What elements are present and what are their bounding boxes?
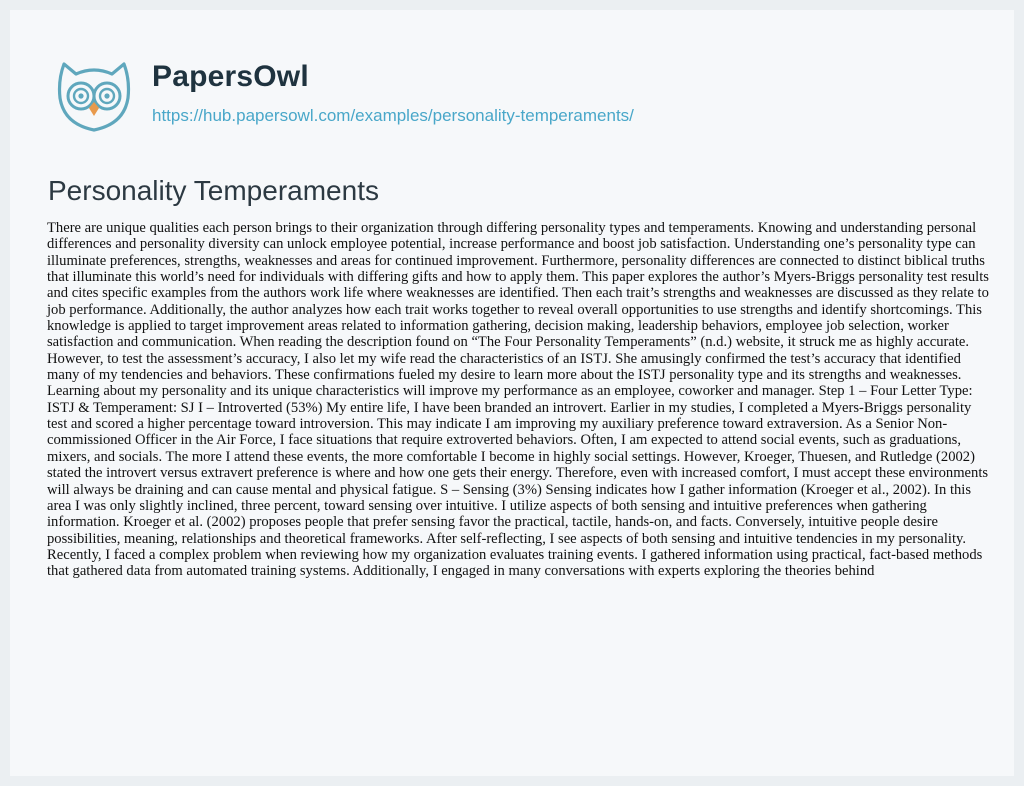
owl-logo-icon — [50, 50, 138, 134]
source-url-link[interactable]: https://hub.papersowl.com/examples/personality-temperaments/ — [152, 106, 634, 125]
site-header — [10, 10, 1014, 160]
brand-name: PapersOwl — [152, 60, 309, 93]
page-title: Personality Temperaments — [48, 175, 379, 206]
article-body: There are unique qualities each person brings to their organization through differing personality types and temperaments. Knowing and understanding personal differences and personality diversity can unlock employee potential, increase performance and boost job satisfaction. Understanding one’s personality type can illuminate preferences, strengths, weaknesses and areas for continued improvement. Furthermore, personality differences are connected to distinct biblical truths that illuminate this world’s need for individuals with differing gifts and how to apply them. This paper explores the author’s Myers-Briggs personality test results and cites specific examples from the authors work life where weaknesses are identified. Then each trait’s strengths and weaknesses are discussed as they relate to job performance. Additionally, the author analyzes how each trait works together to reveal overall opportunities to use strengths and identify shortcomings. This knowledge is applied to target improvement areas related to information gathering, decision making, leadership behaviors, employee job selection, worker satisfaction and communication. When reading the description found on “The Four Personality Temperaments” (n.d.) website, it struck me as highly accurate. However, to test the assessment’s accuracy, I also let my wife read the characteristics of an ISTJ. She amusingly confirmed the test’s accuracy that identified many of my tendencies and behaviors. These confirmations fueled my desire to learn more about the ISTJ personality type and its strengths and weaknesses. Learning about my personality and its unique characteristics will improve my performance as an employee, coworker and manager. Step 1 – Four Letter Type: ISTJ & Temperament: SJ I – Introverted (53%) My entire life, I have been branded an introvert. Earlier in my studies, I completed a Myers-Briggs personality test and scored a higher percentage toward introversion. This may indicate I am improving my auxiliary preference toward extraversion. As a Senior Non-commissioned Officer in the Air Force, I face situations that require extroverted behaviors. Often, I am expected to attend social events, such as graduations, mixers, and socials. The more I attend these events, the more comfortable I become in highly social settings. However, Kroeger, Thuesen, and Rutledge (2002) stated the introvert versus extravert preference is where and how one gets their energy. Therefore, even with increased comfort, I must accept these environments will always be draining and can cause mental and physical fatigue. S – Sensing (3%) Sensing indicates how I gather information (Kroeger et al., 2002). In this area I was only slightly inclined, three percent, toward sensing over intuitive. I utilize aspects of both sensing and intuitive preferences when gathering information. Kroeger et al. (2002) proposes people that prefer sensing favor the practical, tactile, hands-on, and facts. Conversely, intuitive people desire possibilities, meaning, relationships and theoretical frameworks. After self-reflecting, I see aspects of both sensing and intuitive tendencies in my personality. Recently, I faced a complex problem when reviewing how my organization evaluates training events. I gathered information using practical, fact-based methods that gathered data from automated training systems. Additionally, I engaged in many conversations with experts exploring the theories behind — [47, 220, 989, 580]
document-page — [10, 10, 1014, 776]
